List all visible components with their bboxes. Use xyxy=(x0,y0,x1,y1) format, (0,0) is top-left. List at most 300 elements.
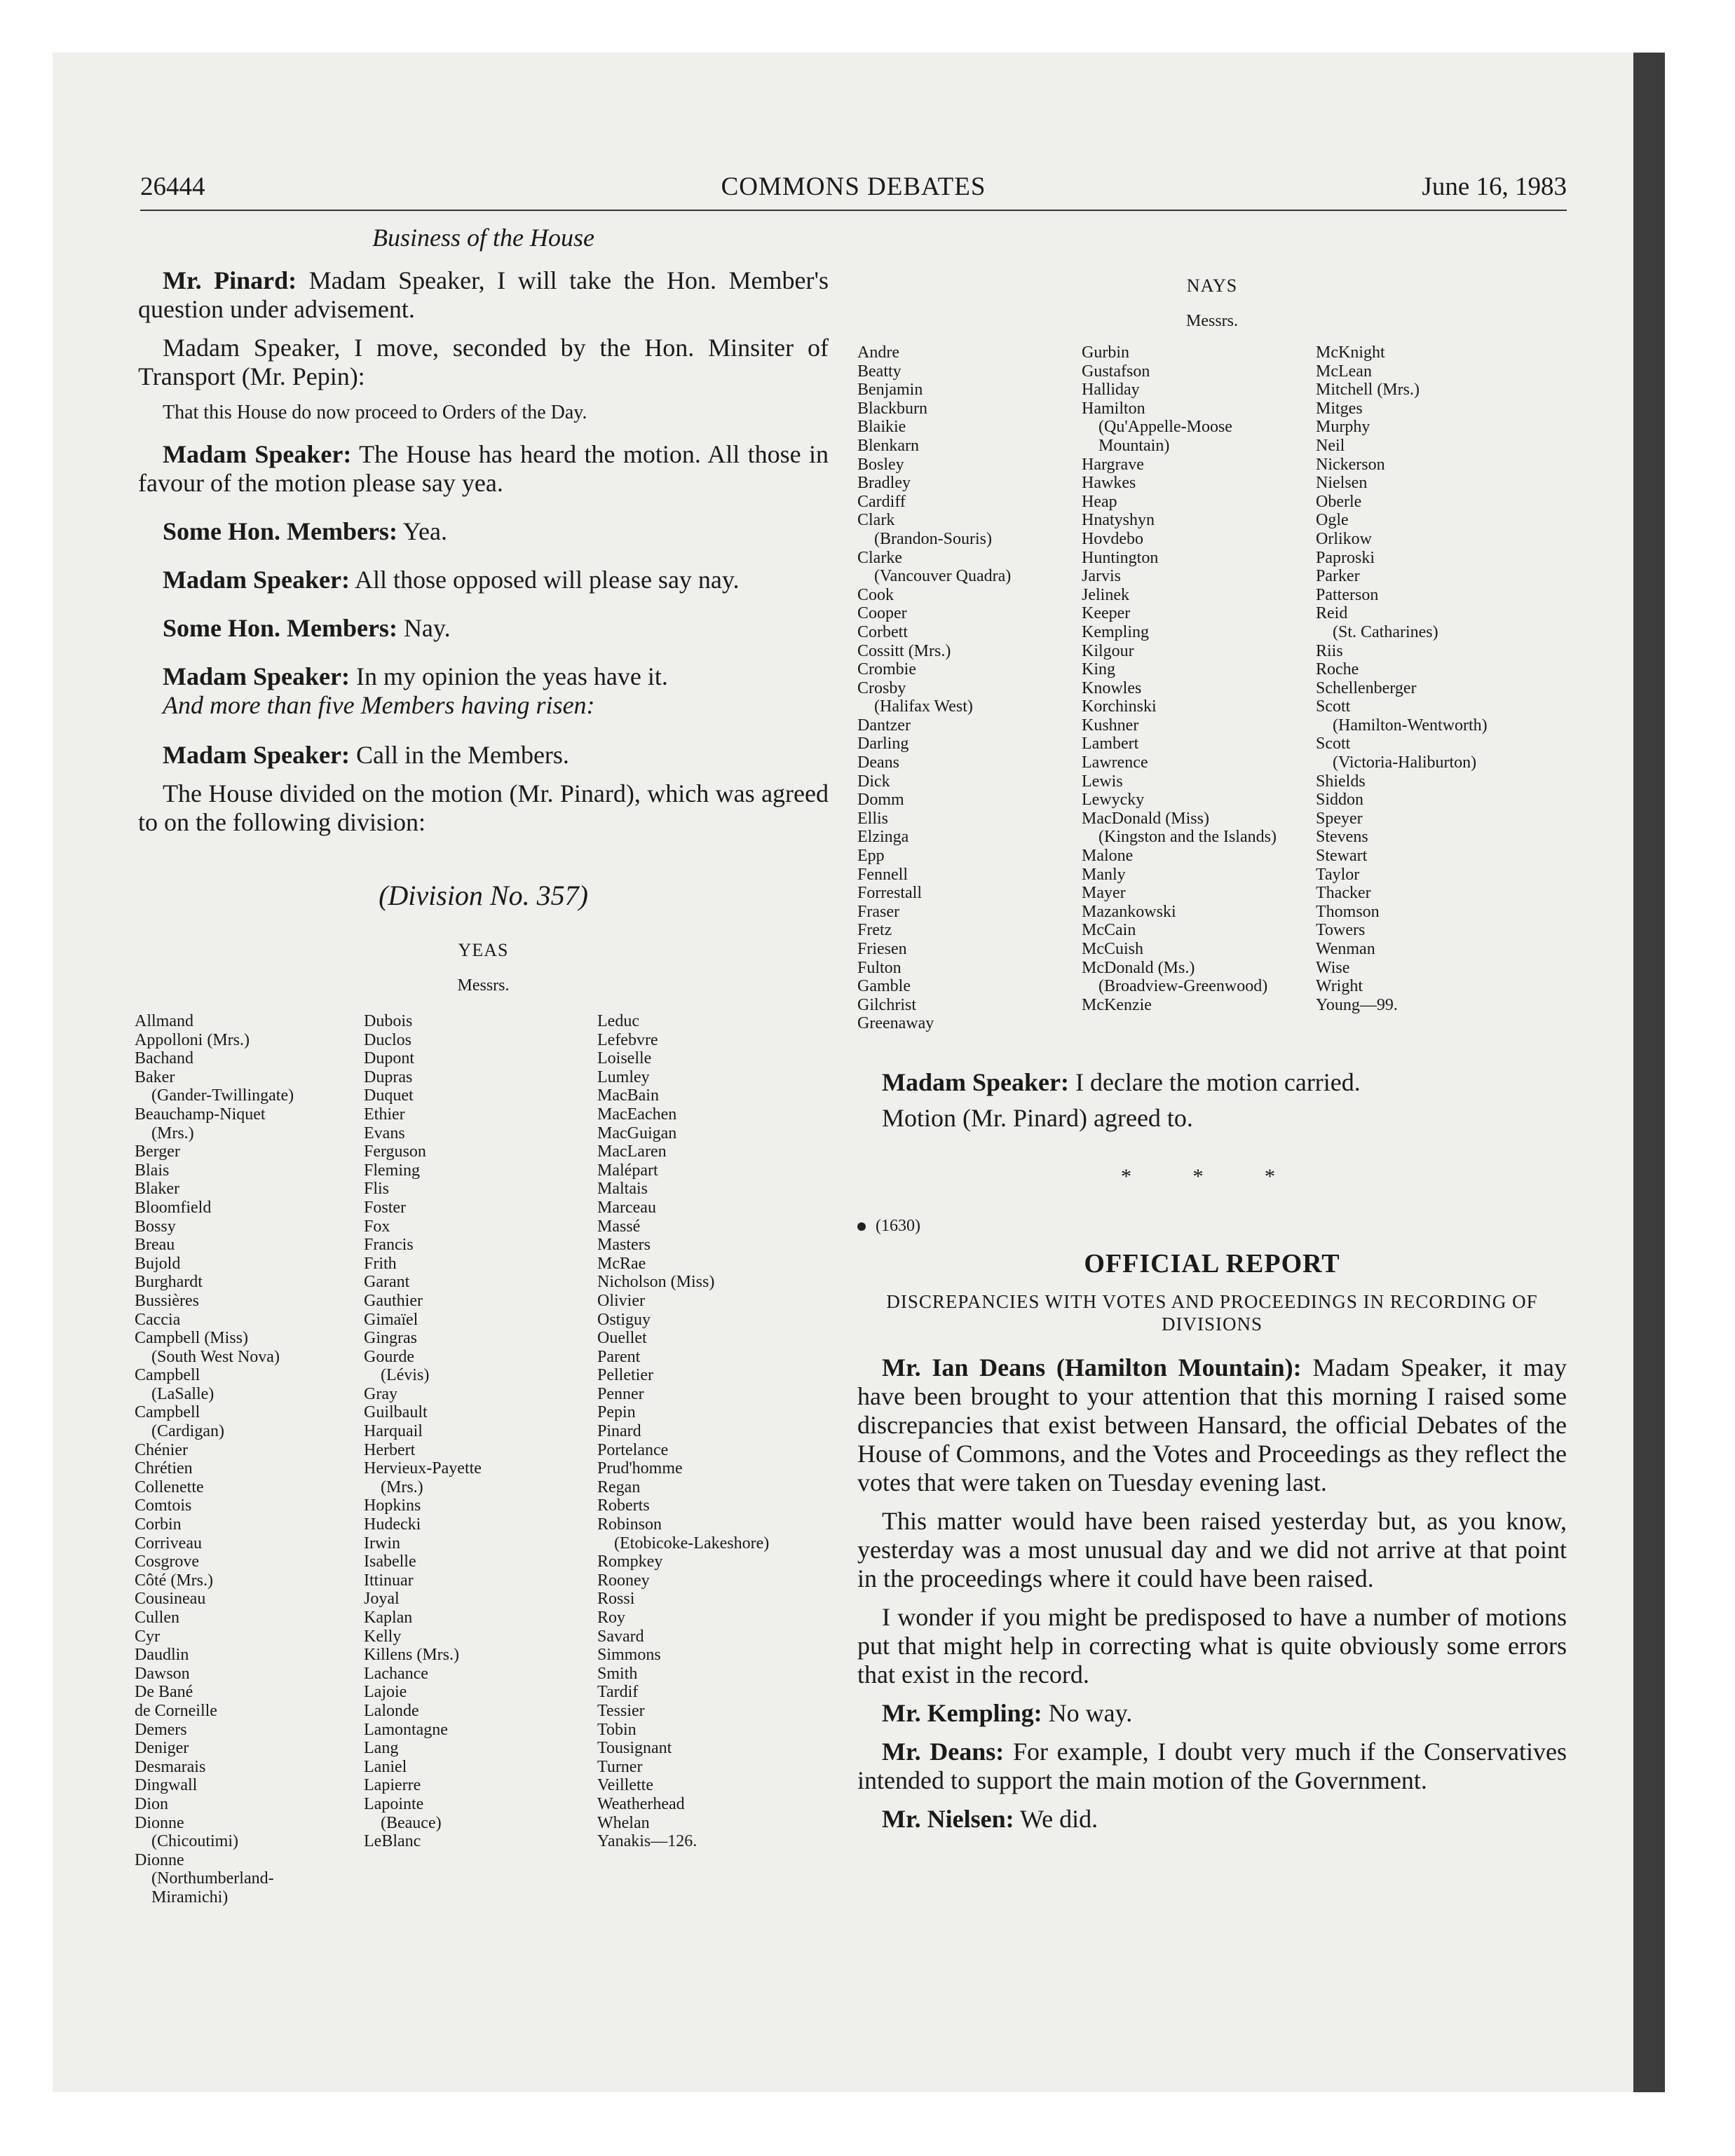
member-name: Ellis xyxy=(857,809,889,828)
member-name: Yanakis—126. xyxy=(597,1832,698,1851)
speech-text: Nay. xyxy=(397,614,451,642)
member-name: (Northumberland- xyxy=(151,1869,274,1888)
member-name: Nicholson (Miss) xyxy=(597,1273,715,1292)
speech-paragraph xyxy=(857,1353,1567,1497)
member-name: Campbell xyxy=(135,1403,200,1422)
report-title: OFFICIAL REPORT xyxy=(1084,1249,1340,1278)
member-name: Smith xyxy=(597,1664,638,1683)
member-name: Blaikie xyxy=(857,418,906,437)
member-name: Elzinga xyxy=(857,828,909,847)
member-name: Hopkins xyxy=(364,1496,421,1515)
member-name: (Hamilton-Wentworth) xyxy=(1333,716,1488,735)
member-name: Gustafson xyxy=(1082,362,1150,381)
speech-text: In my opinion the yeas have it. xyxy=(349,662,668,690)
member-name: Scott xyxy=(1316,697,1351,716)
member-name: de Corneille xyxy=(135,1701,217,1720)
member-name: Riis xyxy=(1316,641,1343,660)
member-name: Demers xyxy=(135,1720,187,1739)
member-name: Scott xyxy=(1316,735,1351,753)
member-name: Taylor xyxy=(1316,865,1360,884)
speaker-name: Madam Speaker: xyxy=(163,566,350,594)
member-name: Beauchamp-Niquet xyxy=(135,1105,266,1124)
member-name: Maltais xyxy=(597,1180,648,1199)
speaker-name: Madam Speaker: xyxy=(882,1068,1069,1096)
speaker-name: Mr. Kempling: xyxy=(882,1699,1042,1727)
member-name: Andre xyxy=(857,343,899,362)
nays-name-list xyxy=(857,343,1567,1044)
member-name: Gurbin xyxy=(1082,343,1129,362)
member-name: Herbert xyxy=(364,1440,416,1459)
member-name: Lambert xyxy=(1082,735,1139,753)
section-break-stars: * * * xyxy=(1121,1165,1303,1188)
member-name: Campbell (Miss) xyxy=(135,1329,248,1348)
member-name: (Lévis) xyxy=(381,1366,430,1385)
member-name: Manly xyxy=(1082,865,1126,884)
speech-text: The House divided on the motion (Mr. Pinard), which was agreed to on the following division: xyxy=(138,779,829,836)
member-name: Hamilton xyxy=(1082,399,1145,418)
member-name: Hudecki xyxy=(364,1515,421,1534)
member-name: Campbell xyxy=(135,1366,200,1385)
member-name: (Gander-Twillingate) xyxy=(151,1086,294,1105)
member-name: Francis xyxy=(364,1236,414,1255)
member-name: Clark xyxy=(857,511,895,530)
member-name: Leduc xyxy=(597,1012,639,1030)
member-name: Lefebvre xyxy=(597,1030,658,1049)
member-name: Isabelle xyxy=(364,1553,416,1571)
member-name: Robinson xyxy=(597,1515,662,1534)
member-name: Tobin xyxy=(597,1720,637,1739)
member-name: Appolloni (Mrs.) xyxy=(135,1030,250,1049)
time-marker-text: (1630) xyxy=(876,1217,920,1235)
member-name: (Etobicoke-Lakeshore) xyxy=(614,1534,770,1553)
section-title: Business of the House xyxy=(372,224,594,252)
member-name: Rompkey xyxy=(597,1553,663,1571)
member-name: Murphy xyxy=(1316,418,1370,437)
member-name: Jarvis xyxy=(1082,567,1121,586)
member-name: De Bané xyxy=(135,1683,193,1702)
speech-text: Call in the Members. xyxy=(349,741,569,769)
member-name: Bujold xyxy=(135,1254,181,1273)
member-name: Roche xyxy=(1316,660,1359,679)
member-name: Speyer xyxy=(1316,809,1363,828)
member-name: (Qu'Appelle-Moose xyxy=(1098,418,1232,437)
speech-paragraph xyxy=(857,1507,1567,1593)
member-name: Desmarais xyxy=(135,1757,206,1776)
member-name: Kushner xyxy=(1082,716,1139,735)
member-name: Hargrave xyxy=(1082,455,1144,474)
member-name: Deans xyxy=(857,753,899,772)
member-name: Garant xyxy=(364,1273,410,1292)
member-name: Caccia xyxy=(135,1310,181,1329)
stage-direction: And more than five Members having risen: xyxy=(163,691,595,719)
member-name: Roy xyxy=(597,1609,626,1627)
member-name: Blenkarn xyxy=(857,436,919,455)
speech-paragraph xyxy=(857,1104,1567,1133)
member-name: MacDonald (Miss) xyxy=(1082,809,1209,828)
member-name: Fulton xyxy=(857,958,901,977)
member-name: Forrestall xyxy=(857,884,922,903)
speech-paragraph xyxy=(138,266,829,324)
speaker-name: Some Hon. Members: xyxy=(163,517,397,545)
member-name: Thacker xyxy=(1316,884,1371,903)
member-name: Lajoie xyxy=(364,1683,407,1702)
division-title: (Division No. 357) xyxy=(379,880,588,911)
member-name: Foster xyxy=(364,1198,406,1217)
member-name: Lang xyxy=(364,1739,399,1758)
member-name: Joyal xyxy=(364,1590,400,1609)
member-name: Keeper xyxy=(1082,604,1131,623)
speech-paragraph xyxy=(138,566,829,594)
speech-paragraph xyxy=(138,662,829,691)
member-name: Harquail xyxy=(364,1422,423,1441)
member-name: Shields xyxy=(1316,772,1366,791)
member-name: Bosley xyxy=(857,455,904,474)
speech-paragraph xyxy=(857,1068,1567,1097)
speaker-name: Mr. Deans: xyxy=(882,1738,1005,1766)
member-name: Bussières xyxy=(135,1291,199,1310)
speech-text: Madam Speaker, I will take the Hon. Member's question under advisement. xyxy=(138,266,829,323)
member-name: (Mrs.) xyxy=(151,1124,194,1142)
member-name: Cyr xyxy=(135,1627,160,1646)
member-name: Dionne xyxy=(135,1850,184,1869)
member-name: Patterson xyxy=(1316,585,1379,604)
member-name: Lapointe xyxy=(364,1794,424,1813)
speech-text: For example, I doubt very much if the Conservatives intended to support the main motion of the Government. xyxy=(857,1738,1567,1794)
nays-heading: NAYS xyxy=(1186,275,1238,296)
member-name: Ittinuar xyxy=(364,1571,414,1590)
speech-text: Yea. xyxy=(397,517,447,545)
member-name: Berger xyxy=(135,1142,180,1161)
member-name: Cook xyxy=(857,585,894,604)
speech-text: The House has heard the motion. All those in favour of the motion please say yea. xyxy=(138,440,829,497)
member-name: Hovdebo xyxy=(1082,529,1143,548)
member-name: MacBain xyxy=(597,1086,659,1105)
speaker-name: Madam Speaker: xyxy=(163,440,352,468)
member-name: Jelinek xyxy=(1082,585,1129,604)
member-name: Gauthier xyxy=(364,1291,423,1310)
member-name: Tousignant xyxy=(597,1739,672,1758)
member-name: Fennell xyxy=(857,865,908,884)
speech-text: We did. xyxy=(1014,1805,1098,1833)
member-name: Stevens xyxy=(1316,828,1368,847)
speech-paragraph xyxy=(138,440,829,498)
member-name: (Kingston and the Islands) xyxy=(1098,828,1277,847)
member-name: Pepin xyxy=(597,1403,636,1422)
member-name: Bossy xyxy=(135,1217,176,1236)
member-name: Chrétien xyxy=(135,1459,193,1478)
member-name: Blackburn xyxy=(857,399,927,418)
member-name: Chénier xyxy=(135,1440,188,1459)
member-name: (Beauce) xyxy=(381,1813,442,1832)
member-name: Mitges xyxy=(1316,399,1363,418)
member-name: Siddon xyxy=(1316,791,1364,810)
speech-paragraph xyxy=(138,779,829,837)
member-name: Ferguson xyxy=(364,1142,426,1161)
speech-text: Madam Speaker, I move, seconded by the Hon. Minsiter of Transport (Mr. Pepin): xyxy=(138,334,829,390)
member-name: (Victoria-Haliburton) xyxy=(1333,753,1477,772)
speech-text: I declare the motion carried. xyxy=(1068,1068,1361,1096)
time-marker xyxy=(857,1217,1567,1236)
page-number: 26444 xyxy=(140,172,205,201)
member-name: Stewart xyxy=(1316,847,1368,866)
speech-paragraph xyxy=(138,741,829,770)
member-name: Gilchrist xyxy=(857,995,916,1014)
member-name: Dick xyxy=(857,772,890,791)
member-name: Dingwall xyxy=(135,1776,198,1795)
member-name: Hawkes xyxy=(1082,474,1136,493)
member-name: Deniger xyxy=(135,1739,189,1758)
member-name: Cossitt (Mrs.) xyxy=(857,641,951,660)
speaker-name: Some Hon. Members: xyxy=(163,614,397,642)
member-name: Lewycky xyxy=(1082,791,1145,810)
bullet-icon xyxy=(857,1222,866,1231)
member-name: McKnight xyxy=(1316,343,1385,362)
speech-paragraph xyxy=(138,614,829,643)
member-name: Kaplan xyxy=(364,1609,413,1627)
member-name: Beatty xyxy=(857,362,901,381)
member-name: Miramichi) xyxy=(151,1888,229,1906)
member-name: LeBlanc xyxy=(364,1832,421,1851)
member-name: McCain xyxy=(1082,921,1136,940)
member-name: Côté (Mrs.) xyxy=(135,1571,213,1590)
member-name: Corriveau xyxy=(135,1534,202,1553)
member-name: Allmand xyxy=(135,1012,193,1030)
speech-text: I wonder if you might be predisposed to have a number of motions put that might help in correcting what is quite obviously some errors that exist in the record. xyxy=(857,1603,1567,1688)
member-name: Hervieux-Payette xyxy=(364,1459,482,1478)
member-name: Neil xyxy=(1316,436,1345,455)
member-name: Lamontagne xyxy=(364,1720,448,1739)
member-name: Daudlin xyxy=(135,1646,189,1665)
member-name: Rooney xyxy=(597,1571,650,1590)
speech-text: Madam Speaker, it may have been brought to your attention that this morning I raised some discrepancies that exist between Hansard, the official Debates of the House of Commons, and the Votes and Proceedings as they reflect the votes that were taken on Tuesday evening last. xyxy=(857,1353,1567,1496)
member-name: Comtois xyxy=(135,1496,192,1515)
member-name: Orlikow xyxy=(1316,529,1372,548)
member-name: Gourde xyxy=(364,1347,414,1366)
member-name: Darling xyxy=(857,735,909,753)
member-name: Wise xyxy=(1316,958,1350,977)
member-name: (St. Catharines) xyxy=(1333,622,1438,641)
member-name: Lumley xyxy=(597,1067,650,1086)
member-name: Blaker xyxy=(135,1180,179,1199)
speaker-name: Madam Speaker: xyxy=(163,662,350,690)
member-name: Paproski xyxy=(1316,548,1375,567)
member-name: Cousineau xyxy=(135,1590,206,1609)
member-name: Portelance xyxy=(597,1440,669,1459)
name-column xyxy=(597,1012,769,1851)
member-name: Rossi xyxy=(597,1590,635,1609)
member-name: Kelly xyxy=(364,1627,402,1646)
member-name: MacGuigan xyxy=(597,1124,677,1142)
name-column xyxy=(364,1012,482,1851)
member-name: Ouellet xyxy=(597,1329,647,1348)
member-name: Gamble xyxy=(857,977,911,996)
member-name: (Halifax West) xyxy=(874,697,973,716)
member-name: Clarke xyxy=(857,548,902,567)
name-column xyxy=(857,343,1011,1033)
member-name: Bradley xyxy=(857,474,911,493)
member-name: Cosgrove xyxy=(135,1553,199,1571)
member-name: Epp xyxy=(857,847,885,866)
speech-paragraph xyxy=(857,1603,1567,1689)
member-name: Bloomfield xyxy=(135,1198,212,1217)
member-name: Frith xyxy=(364,1254,397,1273)
member-name: Ostiguy xyxy=(597,1310,651,1329)
member-name: Lewis xyxy=(1082,772,1123,791)
speech-paragraph xyxy=(857,1699,1567,1728)
member-name: Crosby xyxy=(857,678,906,697)
member-name: Reid xyxy=(1316,604,1348,623)
member-name: Dupras xyxy=(364,1067,413,1086)
member-name: Killens (Mrs.) xyxy=(364,1646,459,1665)
member-name: Roberts xyxy=(597,1496,650,1515)
member-name: Weatherhead xyxy=(597,1794,685,1813)
member-name: Ethier xyxy=(364,1105,405,1124)
member-name: Simmons xyxy=(597,1646,661,1665)
member-name: Gimaïel xyxy=(364,1310,419,1329)
member-name: Cardiff xyxy=(857,492,906,511)
right-column xyxy=(857,223,1567,1843)
member-name: Hnatyshyn xyxy=(1082,511,1155,530)
member-name: (Mrs.) xyxy=(381,1478,423,1496)
member-name: Heap xyxy=(1082,492,1117,511)
member-name: Oberle xyxy=(1316,492,1362,511)
member-name: Dantzer xyxy=(857,716,911,735)
name-column xyxy=(1316,343,1488,1014)
member-name: Domm xyxy=(857,791,904,810)
member-name: Lalonde xyxy=(364,1701,419,1720)
speech-text: No way. xyxy=(1042,1699,1133,1727)
member-name: Parker xyxy=(1316,567,1360,586)
speaker-name: Mr. Nielsen: xyxy=(882,1805,1014,1833)
running-header xyxy=(140,172,1567,211)
member-name: Corbett xyxy=(857,622,908,641)
member-name: Laniel xyxy=(364,1757,407,1776)
member-name: (South West Nova) xyxy=(151,1347,280,1366)
speaker-name: Mr. Pinard: xyxy=(163,266,297,294)
yeas-heading: YEAS xyxy=(458,940,509,960)
member-name: Wright xyxy=(1316,977,1363,996)
member-name: Olivier xyxy=(597,1291,645,1310)
member-name: Crombie xyxy=(857,660,916,679)
member-name: Cooper xyxy=(857,604,907,623)
member-name: (Cardigan) xyxy=(151,1422,224,1441)
member-name: Lawrence xyxy=(1082,753,1148,772)
nays-subheading: Messrs. xyxy=(1185,312,1238,330)
member-name: Savard xyxy=(597,1627,644,1646)
member-name: Flis xyxy=(364,1180,390,1199)
member-name: Thomson xyxy=(1316,902,1380,921)
member-name: Massé xyxy=(597,1217,641,1236)
member-name: Corbin xyxy=(135,1515,182,1534)
member-name: Lapierre xyxy=(364,1776,421,1795)
member-name: Dion xyxy=(135,1794,168,1813)
member-name: Guilbault xyxy=(364,1403,428,1422)
member-name: Mountain) xyxy=(1098,436,1170,455)
member-name: Lachance xyxy=(364,1664,428,1683)
member-name: Mitchell (Mrs.) xyxy=(1316,381,1420,400)
member-name: Evans xyxy=(364,1124,405,1142)
speech-text: All those opposed will please say nay. xyxy=(349,566,740,594)
member-name: Benjamin xyxy=(857,381,923,400)
speech-paragraph xyxy=(857,1738,1567,1795)
member-name: Dawson xyxy=(135,1664,190,1683)
member-name: Knowles xyxy=(1082,678,1142,697)
member-name: Fleming xyxy=(364,1161,421,1180)
member-name: Whelan xyxy=(597,1813,650,1832)
left-column xyxy=(135,223,829,1916)
member-name: Halliday xyxy=(1082,381,1140,400)
member-name: Marceau xyxy=(597,1198,656,1217)
member-name: King xyxy=(1082,660,1115,679)
speaker-name: Mr. Ian Deans (Hamilton Mountain): xyxy=(882,1353,1302,1381)
member-name: MacEachen xyxy=(597,1105,677,1124)
yeas-name-list xyxy=(135,1012,829,1916)
member-name: Fretz xyxy=(857,921,892,940)
member-name: Greenaway xyxy=(857,1014,934,1033)
member-name: Wenman xyxy=(1316,940,1375,958)
member-name: Breau xyxy=(135,1236,175,1255)
member-name: McKenzie xyxy=(1082,995,1152,1014)
member-name: MacLaren xyxy=(597,1142,667,1161)
member-name: Korchinski xyxy=(1082,697,1157,716)
speech-paragraph xyxy=(857,1805,1567,1834)
member-name: Burghardt xyxy=(135,1273,203,1292)
member-name: Irwin xyxy=(364,1534,400,1553)
member-name: McCuish xyxy=(1082,940,1144,958)
speech-paragraph xyxy=(138,517,829,546)
member-name: Fraser xyxy=(857,902,899,921)
member-name: Tardif xyxy=(597,1683,639,1702)
member-name: Masters xyxy=(597,1236,651,1255)
speech-text: Motion (Mr. Pinard) agreed to. xyxy=(882,1104,1193,1132)
member-name: Towers xyxy=(1316,921,1366,940)
member-name: (Broadview-Greenwood) xyxy=(1098,977,1268,996)
member-name: Duclos xyxy=(364,1030,411,1049)
member-name: Pelletier xyxy=(597,1366,653,1385)
member-name: Huntington xyxy=(1082,548,1159,567)
publication-title: COMMONS DEBATES xyxy=(721,172,986,201)
member-name: McDonald (Ms.) xyxy=(1082,958,1195,977)
member-name: Friesen xyxy=(857,940,907,958)
member-name: Young—99. xyxy=(1316,995,1398,1014)
member-name: Dionne xyxy=(135,1813,184,1832)
member-name: Regan xyxy=(597,1478,641,1496)
speech-text: This matter would have been raised yesterday but, as you know, yesterday was a most unusual day and we did not arrive at that point in the proceedings where it could have been raised. xyxy=(857,1507,1567,1592)
member-name: Mayer xyxy=(1082,884,1126,903)
motion-quote: That this House do now proceed to Orders of the Day. xyxy=(163,402,587,423)
member-name: Nickerson xyxy=(1316,455,1385,474)
report-subtitle: DISCREPANCIES WITH VOTES AND PROCEEDINGS IN RECORDING OF DIVISIONS xyxy=(886,1291,1538,1335)
member-name: Malone xyxy=(1082,847,1134,866)
speech-paragraph xyxy=(138,334,829,391)
member-name: Kilgour xyxy=(1082,641,1134,660)
member-name: Parent xyxy=(597,1347,641,1366)
member-name: Loiselle xyxy=(597,1049,652,1068)
member-name: Kempling xyxy=(1082,622,1149,641)
member-name: Collenette xyxy=(135,1478,204,1496)
name-column xyxy=(1082,343,1277,1014)
member-name: Dupont xyxy=(364,1049,414,1068)
member-name: Ogle xyxy=(1316,511,1349,530)
member-name: Fox xyxy=(364,1217,390,1236)
member-name: Duquet xyxy=(364,1086,414,1105)
member-name: Nielsen xyxy=(1316,474,1368,493)
issue-date: June 16, 1983 xyxy=(1422,172,1567,201)
member-name: Schellenberger xyxy=(1316,678,1417,697)
member-name: McRae xyxy=(597,1254,646,1273)
member-name: Blais xyxy=(135,1161,170,1180)
member-name: Veillette xyxy=(597,1776,653,1795)
